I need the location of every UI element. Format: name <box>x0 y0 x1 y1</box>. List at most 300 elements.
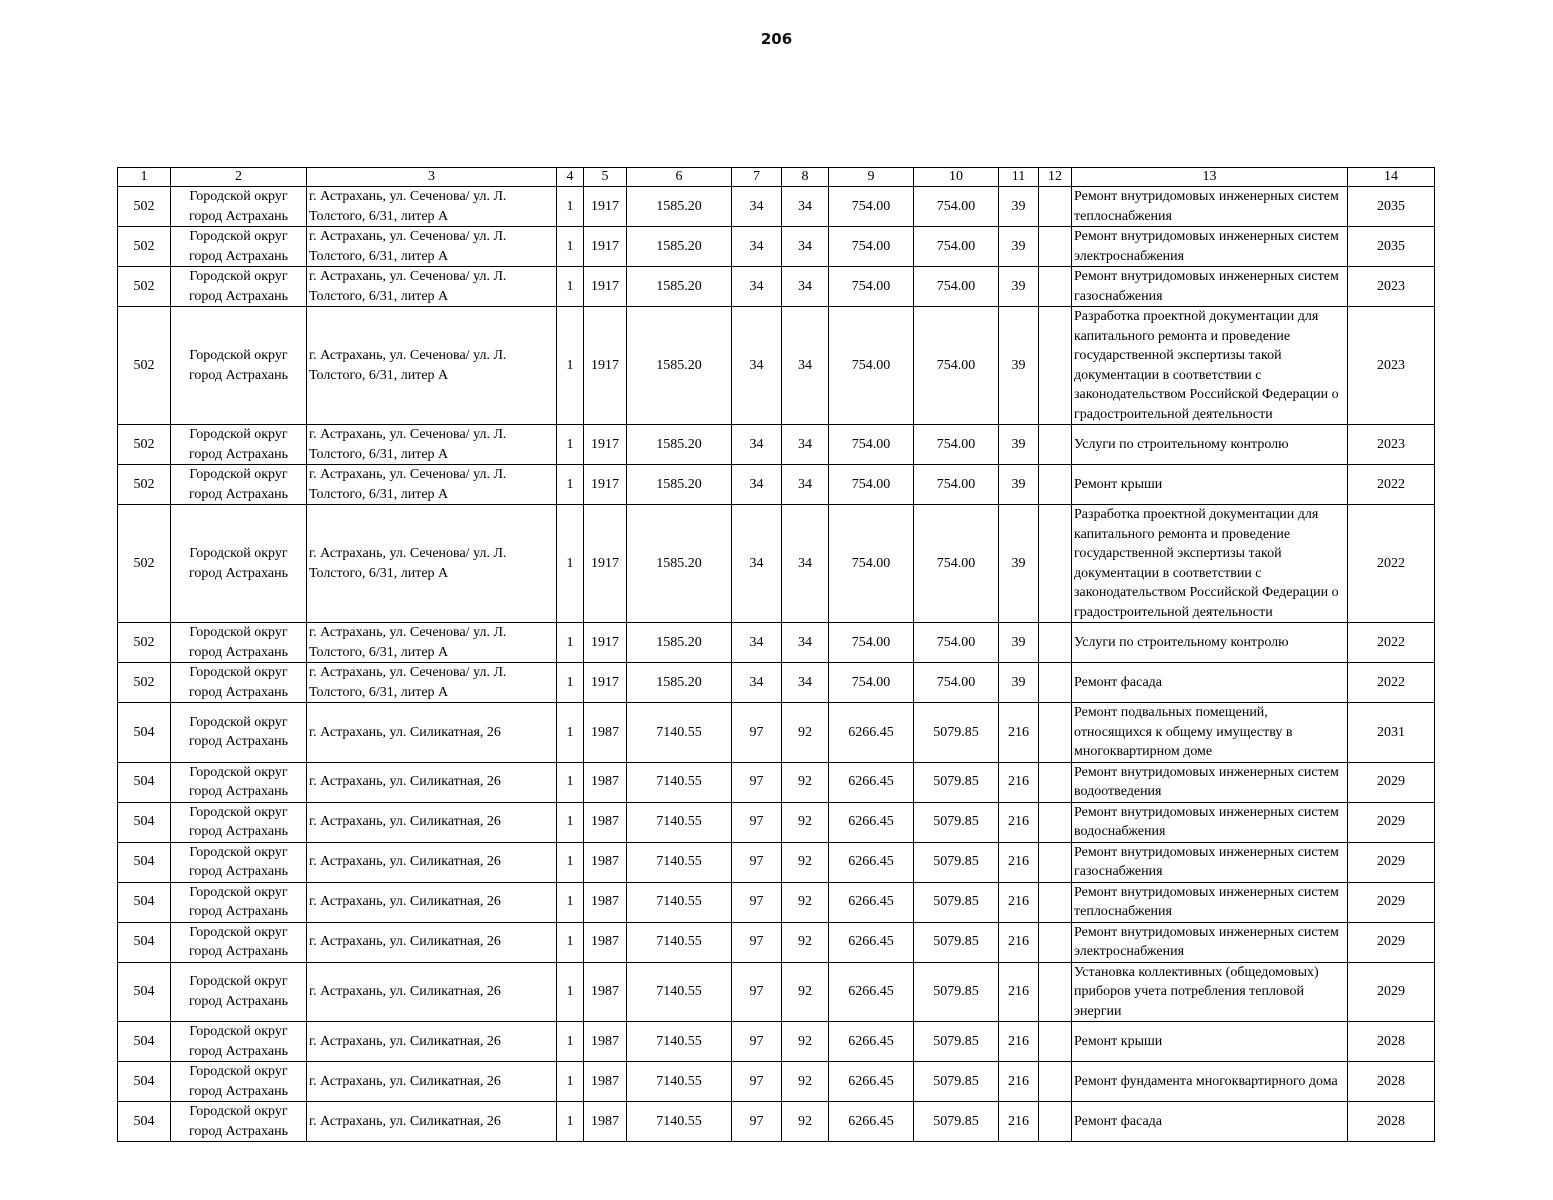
cell-municipality: Городской округ город Астрахань <box>171 663 307 703</box>
cell-year: 1917 <box>584 187 627 227</box>
cell-address: г. Астрахань, ул. Силикатная, 26 <box>307 842 557 882</box>
table-row <box>118 663 1435 703</box>
table-row <box>118 1022 1435 1062</box>
cell-work-type: Ремонт внутридомовых инженерных систем газоснабжения <box>1072 842 1348 882</box>
cell-year: 1987 <box>584 762 627 802</box>
cell-col-9: 6266.45 <box>829 802 914 842</box>
cell-address: г. Астрахань, ул. Силикатная, 26 <box>307 922 557 962</box>
cell-col-12 <box>1039 227 1072 267</box>
table-row <box>118 465 1435 505</box>
cell-col-9: 754.00 <box>829 623 914 663</box>
table-row <box>118 962 1435 1022</box>
cell-municipality: Городской округ город Астрахань <box>171 623 307 663</box>
cell-col-9: 6266.45 <box>829 1062 914 1102</box>
cell-object-number: 502 <box>118 465 171 505</box>
table-row <box>118 922 1435 962</box>
cell-col-12 <box>1039 505 1072 623</box>
cell-col-11: 216 <box>999 762 1039 802</box>
table-row <box>118 1062 1435 1102</box>
cell-address: г. Астрахань, ул. Сеченова/ ул. Л. Толстого, 6/31, литер А <box>307 307 557 425</box>
cell-work-type: Ремонт внутридомовых инженерных систем теплоснабжения <box>1072 882 1348 922</box>
column-header: 8 <box>782 168 829 187</box>
column-header: 3 <box>307 168 557 187</box>
cell-year: 1917 <box>584 425 627 465</box>
cell-year: 1987 <box>584 922 627 962</box>
cell-work-type: Ремонт фундамента многоквартирного дома <box>1072 1062 1348 1102</box>
cell-col-12 <box>1039 762 1072 802</box>
cell-area: 7140.55 <box>627 703 732 763</box>
cell-col-11: 39 <box>999 505 1039 623</box>
cell-col-7: 34 <box>732 187 782 227</box>
cell-col-9: 6266.45 <box>829 882 914 922</box>
cell-year: 1917 <box>584 267 627 307</box>
cell-plan-year: 2028 <box>1348 1022 1435 1062</box>
cell-col-7: 97 <box>732 882 782 922</box>
cell-year: 1987 <box>584 1022 627 1062</box>
cell-municipality: Городской округ город Астрахань <box>171 922 307 962</box>
cell-col-8: 34 <box>782 505 829 623</box>
capital-repair-table <box>117 167 1435 1142</box>
cell-object-number: 502 <box>118 307 171 425</box>
cell-col-10: 754.00 <box>914 465 999 505</box>
cell-col-4: 1 <box>557 703 584 763</box>
cell-col-4: 1 <box>557 1102 584 1142</box>
cell-plan-year: 2029 <box>1348 962 1435 1022</box>
cell-col-10: 754.00 <box>914 425 999 465</box>
cell-col-9: 6266.45 <box>829 962 914 1022</box>
cell-col-12 <box>1039 267 1072 307</box>
cell-work-type: Ремонт внутридомовых инженерных систем водоснабжения <box>1072 802 1348 842</box>
cell-work-type: Ремонт внутридомовых инженерных систем водоотведения <box>1072 762 1348 802</box>
cell-col-7: 34 <box>732 227 782 267</box>
cell-municipality: Городской округ город Астрахань <box>171 465 307 505</box>
cell-col-4: 1 <box>557 425 584 465</box>
column-header: 9 <box>829 168 914 187</box>
cell-col-4: 1 <box>557 762 584 802</box>
cell-col-8: 92 <box>782 802 829 842</box>
column-header: 12 <box>1039 168 1072 187</box>
cell-col-12 <box>1039 425 1072 465</box>
cell-municipality: Городской округ город Астрахань <box>171 703 307 763</box>
cell-col-4: 1 <box>557 465 584 505</box>
cell-col-9: 6266.45 <box>829 703 914 763</box>
cell-year: 1987 <box>584 962 627 1022</box>
cell-address: г. Астрахань, ул. Силикатная, 26 <box>307 1062 557 1102</box>
cell-work-type: Ремонт крыши <box>1072 1022 1348 1062</box>
cell-col-12 <box>1039 465 1072 505</box>
cell-col-4: 1 <box>557 267 584 307</box>
cell-col-8: 92 <box>782 842 829 882</box>
table-row <box>118 802 1435 842</box>
cell-col-12 <box>1039 1102 1072 1142</box>
cell-object-number: 502 <box>118 663 171 703</box>
cell-col-10: 5079.85 <box>914 1022 999 1062</box>
cell-plan-year: 2035 <box>1348 227 1435 267</box>
cell-col-11: 216 <box>999 1102 1039 1142</box>
cell-col-9: 754.00 <box>829 425 914 465</box>
cell-year: 1987 <box>584 703 627 763</box>
cell-col-4: 1 <box>557 842 584 882</box>
cell-plan-year: 2028 <box>1348 1102 1435 1142</box>
cell-col-7: 97 <box>732 922 782 962</box>
cell-area: 1585.20 <box>627 663 732 703</box>
cell-col-7: 97 <box>732 762 782 802</box>
table-row <box>118 623 1435 663</box>
cell-municipality: Городской округ город Астрахань <box>171 802 307 842</box>
cell-municipality: Городской округ город Астрахань <box>171 882 307 922</box>
cell-col-10: 754.00 <box>914 267 999 307</box>
cell-work-type: Ремонт внутридомовых инженерных систем электроснабжения <box>1072 922 1348 962</box>
cell-object-number: 504 <box>118 802 171 842</box>
cell-col-9: 754.00 <box>829 267 914 307</box>
cell-object-number: 504 <box>118 1062 171 1102</box>
cell-plan-year: 2029 <box>1348 842 1435 882</box>
cell-address: г. Астрахань, ул. Силикатная, 26 <box>307 1102 557 1142</box>
table-row <box>118 882 1435 922</box>
cell-col-11: 216 <box>999 842 1039 882</box>
cell-col-10: 754.00 <box>914 505 999 623</box>
cell-col-8: 34 <box>782 425 829 465</box>
cell-col-10: 5079.85 <box>914 962 999 1022</box>
cell-plan-year: 2031 <box>1348 703 1435 763</box>
cell-plan-year: 2023 <box>1348 425 1435 465</box>
column-header: 6 <box>627 168 732 187</box>
cell-address: г. Астрахань, ул. Сеченова/ ул. Л. Толстого, 6/31, литер А <box>307 227 557 267</box>
cell-object-number: 504 <box>118 962 171 1022</box>
column-header: 2 <box>171 168 307 187</box>
page-number: 206 <box>760 30 793 48</box>
cell-col-4: 1 <box>557 307 584 425</box>
cell-col-8: 92 <box>782 922 829 962</box>
column-header: 11 <box>999 168 1039 187</box>
cell-area: 7140.55 <box>627 842 732 882</box>
cell-col-8: 92 <box>782 1062 829 1102</box>
cell-area: 1585.20 <box>627 307 732 425</box>
cell-col-9: 6266.45 <box>829 1102 914 1142</box>
cell-year: 1987 <box>584 882 627 922</box>
cell-municipality: Городской округ город Астрахань <box>171 227 307 267</box>
cell-col-8: 34 <box>782 227 829 267</box>
cell-year: 1917 <box>584 227 627 267</box>
cell-col-7: 34 <box>732 425 782 465</box>
cell-municipality: Городской округ город Астрахань <box>171 762 307 802</box>
cell-col-11: 216 <box>999 962 1039 1022</box>
cell-col-8: 34 <box>782 623 829 663</box>
cell-object-number: 502 <box>118 425 171 465</box>
cell-plan-year: 2029 <box>1348 882 1435 922</box>
cell-col-11: 216 <box>999 1062 1039 1102</box>
table-row <box>118 267 1435 307</box>
cell-col-10: 754.00 <box>914 307 999 425</box>
cell-col-8: 34 <box>782 307 829 425</box>
cell-col-10: 754.00 <box>914 227 999 267</box>
cell-col-12 <box>1039 703 1072 763</box>
cell-col-10: 754.00 <box>914 663 999 703</box>
cell-col-7: 34 <box>732 623 782 663</box>
cell-area: 7140.55 <box>627 922 732 962</box>
cell-col-4: 1 <box>557 962 584 1022</box>
cell-work-type: Ремонт крыши <box>1072 465 1348 505</box>
cell-municipality: Городской округ город Астрахань <box>171 505 307 623</box>
cell-area: 7140.55 <box>627 802 732 842</box>
cell-col-11: 39 <box>999 187 1039 227</box>
cell-col-8: 92 <box>782 1102 829 1142</box>
cell-col-12 <box>1039 1022 1072 1062</box>
cell-municipality: Городской округ город Астрахань <box>171 267 307 307</box>
table-row <box>118 425 1435 465</box>
cell-work-type: Установка коллективных (общедомовых) приборов учета потребления тепловой энергии <box>1072 962 1348 1022</box>
cell-col-7: 34 <box>732 267 782 307</box>
cell-municipality: Городской округ город Астрахань <box>171 307 307 425</box>
cell-area: 7140.55 <box>627 882 732 922</box>
cell-col-12 <box>1039 882 1072 922</box>
cell-object-number: 504 <box>118 703 171 763</box>
cell-col-12 <box>1039 623 1072 663</box>
cell-col-7: 97 <box>732 842 782 882</box>
cell-address: г. Астрахань, ул. Силикатная, 26 <box>307 1022 557 1062</box>
cell-col-4: 1 <box>557 187 584 227</box>
column-header: 13 <box>1072 168 1348 187</box>
cell-col-4: 1 <box>557 802 584 842</box>
cell-col-11: 39 <box>999 267 1039 307</box>
cell-col-4: 1 <box>557 922 584 962</box>
cell-col-4: 1 <box>557 623 584 663</box>
cell-col-8: 92 <box>782 762 829 802</box>
cell-municipality: Городской округ город Астрахань <box>171 187 307 227</box>
cell-col-11: 39 <box>999 307 1039 425</box>
cell-col-12 <box>1039 663 1072 703</box>
cell-col-9: 754.00 <box>829 505 914 623</box>
cell-work-type: Ремонт подвальных помещений, относящихся к общему имуществу в многоквартирном доме <box>1072 703 1348 763</box>
cell-col-4: 1 <box>557 882 584 922</box>
table-body <box>118 187 1435 1142</box>
cell-municipality: Городской округ город Астрахань <box>171 1102 307 1142</box>
table-row <box>118 307 1435 425</box>
column-number-header-row <box>118 168 1435 187</box>
cell-year: 1917 <box>584 307 627 425</box>
cell-object-number: 502 <box>118 267 171 307</box>
cell-area: 1585.20 <box>627 267 732 307</box>
cell-municipality: Городской округ город Астрахань <box>171 425 307 465</box>
cell-col-8: 34 <box>782 465 829 505</box>
cell-col-11: 216 <box>999 922 1039 962</box>
cell-col-7: 97 <box>732 802 782 842</box>
cell-col-9: 754.00 <box>829 227 914 267</box>
cell-work-type: Разработка проектной документации для капитального ремонта и проведение государственной экспертизы такой документации в соответствии с законодательством Российской Федерации о градостроительной деятельности <box>1072 505 1348 623</box>
cell-object-number: 502 <box>118 187 171 227</box>
cell-year: 1917 <box>584 465 627 505</box>
cell-col-8: 34 <box>782 187 829 227</box>
cell-plan-year: 2029 <box>1348 922 1435 962</box>
cell-plan-year: 2022 <box>1348 663 1435 703</box>
cell-col-4: 1 <box>557 505 584 623</box>
cell-plan-year: 2022 <box>1348 465 1435 505</box>
cell-area: 1585.20 <box>627 187 732 227</box>
cell-col-11: 216 <box>999 703 1039 763</box>
column-header: 5 <box>584 168 627 187</box>
cell-area: 7140.55 <box>627 1102 732 1142</box>
cell-col-7: 34 <box>732 505 782 623</box>
cell-col-11: 39 <box>999 623 1039 663</box>
cell-col-8: 34 <box>782 663 829 703</box>
cell-col-8: 92 <box>782 703 829 763</box>
cell-work-type: Ремонт внутридомовых инженерных систем газоснабжения <box>1072 267 1348 307</box>
cell-plan-year: 2029 <box>1348 762 1435 802</box>
cell-address: г. Астрахань, ул. Силикатная, 26 <box>307 962 557 1022</box>
cell-plan-year: 2022 <box>1348 623 1435 663</box>
cell-municipality: Городской округ город Астрахань <box>171 842 307 882</box>
cell-col-10: 754.00 <box>914 623 999 663</box>
cell-col-4: 1 <box>557 227 584 267</box>
cell-object-number: 504 <box>118 762 171 802</box>
cell-area: 1585.20 <box>627 465 732 505</box>
cell-col-12 <box>1039 802 1072 842</box>
cell-municipality: Городской округ город Астрахань <box>171 1062 307 1102</box>
column-header: 4 <box>557 168 584 187</box>
cell-municipality: Городской округ город Астрахань <box>171 962 307 1022</box>
cell-plan-year: 2023 <box>1348 307 1435 425</box>
table-row <box>118 762 1435 802</box>
cell-col-4: 1 <box>557 1022 584 1062</box>
cell-year: 1987 <box>584 842 627 882</box>
cell-col-12 <box>1039 307 1072 425</box>
column-header: 7 <box>732 168 782 187</box>
cell-col-10: 5079.85 <box>914 762 999 802</box>
cell-object-number: 504 <box>118 882 171 922</box>
cell-municipality: Городской округ город Астрахань <box>171 1022 307 1062</box>
cell-object-number: 502 <box>118 505 171 623</box>
cell-address: г. Астрахань, ул. Силикатная, 26 <box>307 882 557 922</box>
column-header: 14 <box>1348 168 1435 187</box>
cell-col-9: 6266.45 <box>829 762 914 802</box>
table-row <box>118 842 1435 882</box>
cell-work-type: Ремонт фасада <box>1072 1102 1348 1142</box>
cell-address: г. Астрахань, ул. Сеченова/ ул. Л. Толстого, 6/31, литер А <box>307 663 557 703</box>
cell-col-9: 6266.45 <box>829 1022 914 1062</box>
cell-col-11: 39 <box>999 465 1039 505</box>
cell-col-4: 1 <box>557 1062 584 1102</box>
cell-area: 7140.55 <box>627 962 732 1022</box>
cell-col-11: 216 <box>999 1022 1039 1062</box>
table-row <box>118 227 1435 267</box>
cell-area: 7140.55 <box>627 1022 732 1062</box>
cell-col-10: 5079.85 <box>914 1102 999 1142</box>
cell-col-7: 97 <box>732 1022 782 1062</box>
cell-col-8: 92 <box>782 962 829 1022</box>
cell-col-12 <box>1039 842 1072 882</box>
cell-col-12 <box>1039 1062 1072 1102</box>
cell-work-type: Услуги по строительному контролю <box>1072 425 1348 465</box>
cell-year: 1917 <box>584 505 627 623</box>
cell-plan-year: 2022 <box>1348 505 1435 623</box>
cell-col-10: 5079.85 <box>914 922 999 962</box>
cell-year: 1917 <box>584 663 627 703</box>
cell-year: 1987 <box>584 802 627 842</box>
cell-col-4: 1 <box>557 663 584 703</box>
cell-col-9: 6266.45 <box>829 922 914 962</box>
cell-col-7: 97 <box>732 962 782 1022</box>
cell-object-number: 504 <box>118 1022 171 1062</box>
cell-col-11: 216 <box>999 802 1039 842</box>
cell-work-type: Ремонт внутридомовых инженерных систем теплоснабжения <box>1072 187 1348 227</box>
cell-year: 1987 <box>584 1062 627 1102</box>
cell-object-number: 502 <box>118 227 171 267</box>
cell-col-11: 39 <box>999 227 1039 267</box>
cell-work-type: Ремонт внутридомовых инженерных систем электроснабжения <box>1072 227 1348 267</box>
cell-col-10: 5079.85 <box>914 802 999 842</box>
cell-address: г. Астрахань, ул. Сеченова/ ул. Л. Толстого, 6/31, литер А <box>307 465 557 505</box>
cell-object-number: 502 <box>118 623 171 663</box>
cell-col-10: 5079.85 <box>914 703 999 763</box>
cell-area: 7140.55 <box>627 1062 732 1102</box>
cell-col-7: 97 <box>732 703 782 763</box>
cell-work-type: Ремонт фасада <box>1072 663 1348 703</box>
cell-col-11: 39 <box>999 663 1039 703</box>
cell-col-7: 34 <box>732 465 782 505</box>
column-header: 10 <box>914 168 999 187</box>
cell-col-12 <box>1039 962 1072 1022</box>
cell-col-8: 34 <box>782 267 829 307</box>
cell-col-7: 34 <box>732 663 782 703</box>
cell-col-9: 754.00 <box>829 307 914 425</box>
cell-plan-year: 2029 <box>1348 802 1435 842</box>
cell-address: г. Астрахань, ул. Силикатная, 26 <box>307 703 557 763</box>
cell-object-number: 504 <box>118 922 171 962</box>
cell-object-number: 504 <box>118 842 171 882</box>
column-header: 1 <box>118 168 171 187</box>
cell-area: 1585.20 <box>627 623 732 663</box>
cell-col-8: 92 <box>782 882 829 922</box>
cell-year: 1987 <box>584 1102 627 1142</box>
cell-address: г. Астрахань, ул. Сеченова/ ул. Л. Толстого, 6/31, литер А <box>307 187 557 227</box>
cell-area: 1585.20 <box>627 505 732 623</box>
cell-plan-year: 2035 <box>1348 187 1435 227</box>
cell-col-10: 5079.85 <box>914 842 999 882</box>
table-row <box>118 187 1435 227</box>
table-row <box>118 703 1435 763</box>
cell-col-12 <box>1039 187 1072 227</box>
cell-col-10: 5079.85 <box>914 1062 999 1102</box>
cell-col-7: 34 <box>732 307 782 425</box>
cell-area: 1585.20 <box>627 425 732 465</box>
cell-col-9: 754.00 <box>829 663 914 703</box>
cell-col-7: 97 <box>732 1102 782 1142</box>
cell-area: 7140.55 <box>627 762 732 802</box>
cell-col-11: 216 <box>999 882 1039 922</box>
cell-col-11: 39 <box>999 425 1039 465</box>
cell-col-9: 754.00 <box>829 187 914 227</box>
cell-work-type: Услуги по строительному контролю <box>1072 623 1348 663</box>
cell-address: г. Астрахань, ул. Сеченова/ ул. Л. Толстого, 6/31, литер А <box>307 425 557 465</box>
cell-col-12 <box>1039 922 1072 962</box>
cell-col-8: 92 <box>782 1022 829 1062</box>
cell-col-9: 754.00 <box>829 465 914 505</box>
table-row <box>118 505 1435 623</box>
cell-address: г. Астрахань, ул. Силикатная, 26 <box>307 802 557 842</box>
cell-plan-year: 2028 <box>1348 1062 1435 1102</box>
table-row <box>118 1102 1435 1142</box>
cell-work-type: Разработка проектной документации для капитального ремонта и проведение государственной экспертизы такой документации в соответствии с законодательством Российской Федерации о градостроительной деятельности <box>1072 307 1348 425</box>
cell-address: г. Астрахань, ул. Силикатная, 26 <box>307 762 557 802</box>
cell-year: 1917 <box>584 623 627 663</box>
cell-col-10: 754.00 <box>914 187 999 227</box>
cell-col-9: 6266.45 <box>829 842 914 882</box>
cell-address: г. Астрахань, ул. Сеченова/ ул. Л. Толстого, 6/31, литер А <box>307 623 557 663</box>
cell-object-number: 504 <box>118 1102 171 1142</box>
cell-address: г. Астрахань, ул. Сеченова/ ул. Л. Толстого, 6/31, литер А <box>307 505 557 623</box>
cell-plan-year: 2023 <box>1348 267 1435 307</box>
cell-address: г. Астрахань, ул. Сеченова/ ул. Л. Толстого, 6/31, литер А <box>307 267 557 307</box>
